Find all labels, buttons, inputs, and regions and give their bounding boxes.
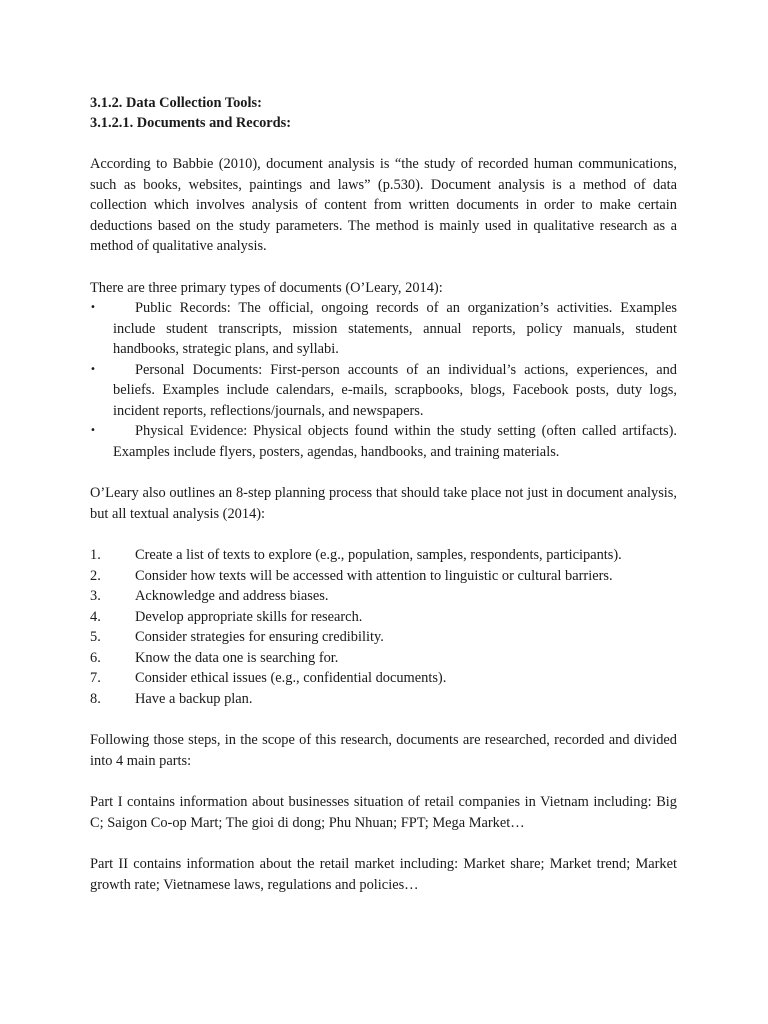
step-number: 8. (90, 690, 101, 707)
subsection-heading: 3.1.2.1. Documents and Records: (90, 115, 292, 131)
list-item-text: Public Records: The official, ongoing records of an organization’s activities. Examples include student transcripts, mission statements, annual reports, policy manuals, student handbooks, strategic plans, and syllabi. (113, 300, 677, 357)
list-item (90, 566, 677, 587)
document-types-list (90, 298, 677, 462)
step-text: Consider ethical issues (e.g., confidential documents). (135, 670, 447, 686)
bullet-icon: • (90, 302, 96, 313)
step-number: 6. (90, 649, 101, 666)
list-item (90, 648, 677, 669)
following-paragraph: Following those steps, in the scope of this research, documents are researched, recorded and divided into 4 main parts: (90, 732, 677, 769)
list-item (90, 298, 677, 360)
step-number: 5. (90, 629, 101, 645)
intro-paragraph: According to Babbie (2010), document analysis is “the study of recorded human communications, such as books, websites, paintings and laws” (p.530). Document analysis is a method of data collection which involves analysis of content from written documents in order to make certain deductions based on the study parameters. The method is mainly used in qualitative research as a method of qualitative analysis. (90, 156, 677, 254)
step-text: Acknowledge and address biases. (135, 588, 329, 604)
list-item (90, 607, 677, 628)
step-number: 4. (90, 608, 101, 625)
step-text: Consider strategies for ensuring credibility. (135, 629, 384, 645)
section-heading: 3.1.2. Data Collection Tools: (90, 95, 262, 111)
step-text: Know the data one is searching for. (135, 649, 339, 666)
planning-steps-list (90, 545, 677, 709)
step-number: 2. (90, 567, 101, 584)
types-intro-paragraph: There are three primary types of documents (O’Leary, 2014): (90, 279, 443, 296)
list-item (90, 586, 677, 607)
list-item (90, 627, 677, 648)
list-item (90, 668, 677, 689)
step-number: 1. (90, 547, 101, 563)
step-text: Develop appropriate skills for research. (135, 608, 363, 625)
step-text: Create a list of texts to explore (e.g., population, samples, respondents, participants). (135, 547, 622, 563)
list-item-text: Personal Documents: First-person accounts of an individual’s actions, experiences, and beliefs. Examples include calendars, e-mails, scrapbooks, blogs, Facebook posts, duty logs, incident reports, reflections/journals, and newspapers. (113, 361, 677, 419)
list-item (90, 421, 677, 462)
list-item-text: Physical Evidence: Physical objects found within the study setting (often called artifacts). Examples include flyers, posters, agendas, handbooks, and training materials. (113, 423, 677, 460)
step-text: Consider how texts will be accessed with attention to linguistic or cultural barriers. (135, 567, 613, 584)
bullet-icon: • (90, 363, 96, 375)
step-text: Have a backup plan. (135, 690, 253, 707)
bullet-icon: • (90, 425, 96, 436)
list-item (90, 545, 677, 566)
planning-intro-paragraph: O’Leary also outlines an 8-step planning process that should take place not just in document analysis, but all textual analysis (2014): (90, 485, 677, 522)
document-page (90, 93, 677, 895)
step-number: 3. (90, 588, 101, 604)
list-item (90, 689, 677, 710)
step-number: 7. (90, 670, 101, 686)
list-item (90, 360, 677, 422)
part-one-paragraph: Part I contains information about businesses situation of retail companies in Vietnam including: Big C; Saigon Co-op Mart; The gioi di dong; Phu Nhuan; FPT; Mega Market… (90, 794, 677, 831)
part-two-paragraph: Part II contains information about the retail market including: Market share; Market trend; Market growth rate; Vietnamese laws, regulations and policies… (90, 856, 677, 893)
